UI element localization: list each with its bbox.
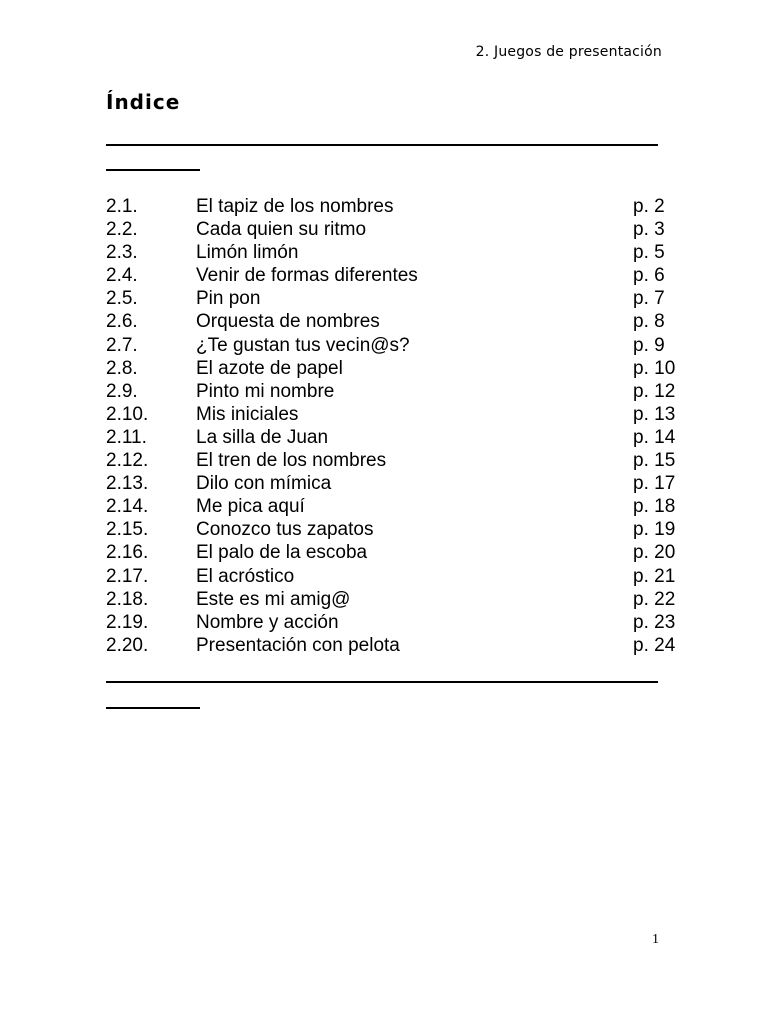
toc-entry-title: El tren de los nombres bbox=[196, 450, 387, 472]
toc-entry-title: Presentación con pelota bbox=[196, 634, 400, 656]
toc-entry-number: 2.13. bbox=[106, 473, 149, 495]
toc-entry bbox=[106, 472, 686, 495]
divider-top bbox=[106, 144, 658, 146]
divider-bottom-continuation bbox=[106, 707, 200, 709]
toc-entry bbox=[106, 541, 686, 564]
page-number: 1 bbox=[652, 932, 659, 947]
toc-entry-number: 2.6. bbox=[106, 311, 138, 333]
toc-entry bbox=[106, 357, 686, 380]
toc-entry-page: p. 5 bbox=[633, 242, 665, 264]
toc-entry-page: p. 17 bbox=[633, 473, 676, 495]
toc-entry-page: p. 13 bbox=[633, 403, 676, 425]
toc-entry-number: 2.7. bbox=[106, 334, 138, 356]
toc-entry-page: p. 14 bbox=[633, 426, 676, 448]
toc-entry-page: p. 8 bbox=[633, 311, 665, 333]
toc-entry-page: p. 22 bbox=[633, 588, 676, 610]
toc-entry-page: p. 3 bbox=[633, 219, 665, 241]
toc-entry-title: Mis iniciales bbox=[196, 403, 299, 425]
toc-entry-number: 2.4. bbox=[106, 265, 138, 287]
toc-entry bbox=[106, 380, 686, 403]
toc-entry-number: 2.12. bbox=[106, 450, 149, 472]
toc-entry-page: p. 6 bbox=[633, 265, 665, 287]
toc-entry-title: ¿Te gustan tus vecin@s? bbox=[196, 334, 410, 356]
toc-entry-page: p. 20 bbox=[633, 542, 676, 564]
toc-entry-number: 2.10. bbox=[106, 403, 149, 425]
toc-entry-number: 2.1. bbox=[106, 196, 138, 217]
toc-entry-title: Me pica aquí bbox=[196, 496, 305, 518]
toc-entry bbox=[106, 495, 686, 518]
toc-entry-number: 2.14. bbox=[106, 496, 149, 518]
toc-entry-title: El tapiz de los nombres bbox=[196, 196, 394, 217]
toc-entry-page: p. 15 bbox=[633, 450, 676, 472]
toc-entry-number: 2.16. bbox=[106, 542, 149, 564]
toc-entry bbox=[106, 334, 686, 357]
toc-entry-title: Venir de formas diferentes bbox=[196, 265, 418, 287]
toc-entry-title: Nombre y acción bbox=[196, 611, 339, 633]
toc-entry bbox=[106, 518, 686, 541]
toc-entry-page: p. 21 bbox=[633, 565, 676, 587]
toc-entry bbox=[106, 611, 686, 634]
toc-entry-number: 2.15. bbox=[106, 519, 149, 541]
running-header: 2. Juegos de presentación bbox=[475, 44, 662, 60]
toc-entry-page: p. 2 bbox=[633, 196, 665, 217]
toc-entry-title: Dilo con mímica bbox=[196, 473, 332, 495]
toc-entry-title: Limón limón bbox=[196, 242, 299, 264]
toc-entry-title: El azote de papel bbox=[196, 357, 343, 379]
toc-entry-page: p. 12 bbox=[633, 380, 676, 402]
toc-entry-number: 2.11. bbox=[106, 426, 147, 448]
toc-entry-page: p. 9 bbox=[633, 334, 665, 356]
toc-entry bbox=[106, 634, 686, 657]
toc-entry-number: 2.17. bbox=[106, 565, 149, 587]
toc-entry-number: 2.19. bbox=[106, 611, 149, 633]
toc-entry-number: 2.8. bbox=[106, 357, 138, 379]
toc-entry-page: p. 23 bbox=[633, 611, 676, 633]
toc-entry-title: Pin pon bbox=[196, 288, 261, 310]
table-of-contents bbox=[106, 195, 686, 657]
toc-entry-number: 2.18. bbox=[106, 588, 149, 610]
toc-entry-title: Orquesta de nombres bbox=[196, 311, 380, 333]
toc-entry-title: Cada quien su ritmo bbox=[196, 219, 367, 241]
toc-entry-page: p. 7 bbox=[633, 288, 665, 310]
toc-entry-page: p. 10 bbox=[633, 357, 676, 379]
toc-entry-page: p. 19 bbox=[633, 519, 676, 541]
toc-entry bbox=[106, 264, 686, 287]
toc-entry bbox=[106, 588, 686, 611]
toc-entry bbox=[106, 403, 686, 426]
toc-entry-number: 2.9. bbox=[106, 380, 138, 402]
toc-entry bbox=[106, 310, 686, 333]
toc-entry-page: p. 24 bbox=[633, 634, 676, 656]
toc-entry-number: 2.2. bbox=[106, 219, 138, 241]
toc-entry-number: 2.3. bbox=[106, 242, 138, 264]
toc-entry bbox=[106, 195, 686, 218]
toc-entry-title: El acróstico bbox=[196, 565, 295, 587]
toc-entry-page: p. 18 bbox=[633, 496, 676, 518]
divider-bottom bbox=[106, 681, 658, 683]
toc-entry bbox=[106, 241, 686, 264]
toc-entry-title: El palo de la escoba bbox=[196, 542, 368, 564]
toc-entry bbox=[106, 426, 686, 449]
toc-entry-title: Este es mi amig@ bbox=[196, 588, 351, 610]
toc-entry-number: 2.20. bbox=[106, 634, 149, 656]
divider-top-continuation bbox=[106, 169, 200, 171]
toc-entry bbox=[106, 287, 686, 310]
toc-entry bbox=[106, 565, 686, 588]
toc-entry bbox=[106, 449, 686, 472]
toc-entry bbox=[106, 218, 686, 241]
index-title: Índice bbox=[106, 90, 181, 114]
toc-entry-number: 2.5. bbox=[106, 288, 138, 310]
toc-entry-title: Conozco tus zapatos bbox=[196, 519, 374, 541]
toc-entry-title: Pinto mi nombre bbox=[196, 380, 335, 402]
toc-entry-title: La silla de Juan bbox=[196, 426, 329, 448]
